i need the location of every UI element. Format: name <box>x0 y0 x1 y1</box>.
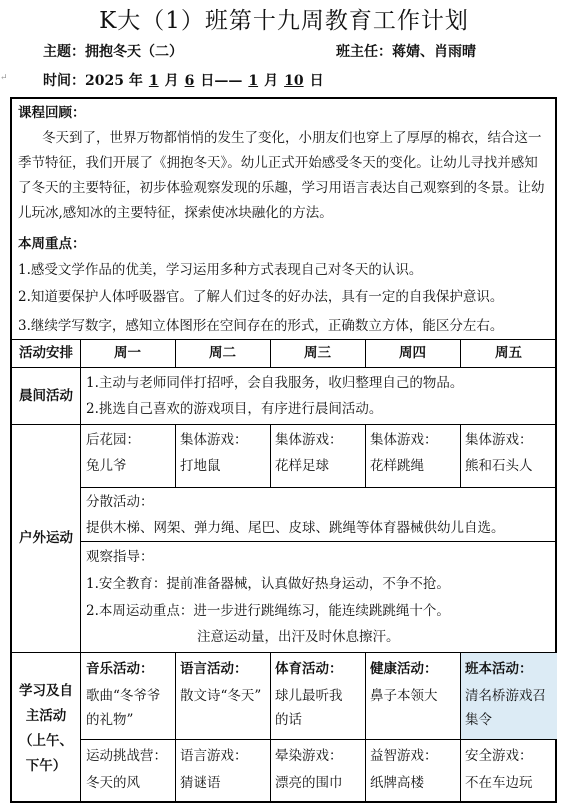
outdoor-game-type: 集体游戏： <box>370 432 438 448</box>
game-name: 冬天的风 <box>86 775 140 791</box>
game-type: 安全游戏： <box>465 748 533 764</box>
learning-label-line: 下午） <box>25 758 67 774</box>
outdoor-game-type: 集体游戏： <box>180 432 248 448</box>
guide-line: 1.安全教育：提前准备器械，认真做好热身运动，不争不抢。 <box>86 576 450 592</box>
learning-activity-line: 集令 <box>465 712 492 728</box>
theme-value: 拥抱冬天（二） <box>85 44 183 60</box>
learning-label <box>12 679 80 779</box>
game-name: 漂亮的围巾 <box>275 775 343 791</box>
end-day: 10 <box>284 73 304 89</box>
learning-activity-line: 歌曲“冬爷爷 <box>86 688 161 704</box>
learning-activity-type: 音乐活动： <box>86 661 154 677</box>
focus-item: 2.知道要保护人体呼吸器官。了解人们过冬的好办法，具有一定的自我保护意识。 <box>18 289 504 305</box>
col-divider <box>270 424 271 487</box>
outdoor-game-type: 集体游戏： <box>275 432 343 448</box>
row-divider <box>12 652 557 653</box>
morning-label: 晨间活动 <box>19 388 73 404</box>
theme-label: 主题： <box>43 44 85 60</box>
outdoor-game-name: 花样跳绳 <box>370 458 424 474</box>
learning-activity-type: 班本活动： <box>465 661 533 677</box>
year: 2025 <box>85 73 124 89</box>
game-name: 不在车边玩 <box>465 775 533 791</box>
theme-line <box>43 41 183 61</box>
day-unit-1: 日 <box>200 73 215 89</box>
col-divider <box>175 424 176 487</box>
time-label: 时间： <box>43 73 85 89</box>
learning-activity-line: 清名桥游戏召 <box>465 688 546 704</box>
page-title: K大（1）班第十九周教育工作计划 <box>99 8 469 34</box>
year-suffix: 年 <box>128 73 143 89</box>
outdoor-game-type: 后花园： <box>86 432 140 448</box>
row-divider <box>80 541 557 542</box>
date-dash: —— <box>214 73 243 89</box>
review-line: 了冬天的主要特征，初步体验观察发现的乐趣，学习用语言表达自己观察到的冬景。让幼 <box>18 180 545 196</box>
learning-activity-type: 健康活动： <box>370 661 438 677</box>
start-month: 1 <box>148 73 159 89</box>
guide-line: 2.本周运动重点：进一步进行跳绳练习，能连续跳跳绳十个。 <box>86 603 450 619</box>
game-name: 猜谜语 <box>180 775 221 791</box>
time-line <box>43 70 324 90</box>
focus-item: 1.感受文学作品的优美，学习运用多种方式表现自己对冬天的认识。 <box>18 262 423 278</box>
game-type: 益智游戏： <box>370 748 438 764</box>
schedule-corner: 活动安排 <box>19 345 73 361</box>
day-header: 周一 <box>114 345 141 361</box>
scattered-text: 提供木梯、网架、弹力绳、尾巴、皮球、跳绳等体育器械供幼儿自选。 <box>86 520 505 536</box>
game-type: 运动挑战营： <box>86 748 167 764</box>
row-divider <box>12 367 557 368</box>
scattered-heading: 分散活动： <box>86 494 154 510</box>
col-divider <box>365 424 366 487</box>
focus-heading: 本周重点： <box>18 236 86 252</box>
outdoor-game-name: 打地鼠 <box>180 458 221 474</box>
learning-label-line: （上午、 <box>19 733 73 749</box>
day-header: 周二 <box>209 345 236 361</box>
outdoor-label: 户外运动 <box>19 530 73 546</box>
day-unit-2: 日 <box>309 73 324 89</box>
review-line: 季节特征，我们开展了《拥抱冬天》。幼儿正式开始感受冬天的变化。让幼儿寻找并感知 <box>18 155 538 171</box>
review-line: 冬天到了，世界万物都悄悄的发生了变化，小朋友们也穿上了厚厚的棉衣，结合这一 <box>42 130 542 146</box>
col-divider <box>460 652 461 803</box>
teacher-line <box>336 41 476 61</box>
start-day: 6 <box>184 73 195 89</box>
col-divider <box>460 424 461 487</box>
morning-line: 1.主动与老师同伴打招呼，会自我服务，收归整理自己的物品。 <box>86 375 464 391</box>
learning-activity-line: 的礼物” <box>86 712 134 728</box>
game-type: 晕染游戏： <box>275 748 343 764</box>
col-divider <box>365 652 366 803</box>
col-divider <box>270 652 271 803</box>
col-divider <box>80 339 81 803</box>
day-header: 周三 <box>304 345 331 361</box>
guide-heading: 观察指导： <box>86 549 154 565</box>
anchor-mark-icon: ↵ <box>0 73 8 83</box>
day-header: 周五 <box>495 345 522 361</box>
end-month: 1 <box>248 73 259 89</box>
morning-line: 2.挑选自己喜欢的游戏项目，有序进行晨间活动。 <box>86 401 383 417</box>
day-header: 周四 <box>399 345 426 361</box>
teacher-label: 班主任： <box>336 44 392 60</box>
outdoor-game-name: 花样足球 <box>275 458 329 474</box>
game-type: 语言游戏： <box>180 748 248 764</box>
focus-item: 3.继续学写数字，感知立体图形在空间存在的形式，正确数立方体，能区分左右。 <box>18 318 504 334</box>
learning-activity-type: 体育活动： <box>275 661 343 677</box>
outdoor-game-name: 兔儿爷 <box>86 458 127 474</box>
row-divider <box>80 739 557 740</box>
teacher-value: 蒋婧、肖雨晴 <box>392 44 476 60</box>
learning-label-line: 学习及自 <box>19 683 73 699</box>
month-unit-1: 月 <box>164 73 179 89</box>
learning-activity-line: 球儿最听我 <box>275 688 343 704</box>
review-heading: 课程回顾： <box>18 105 86 121</box>
learning-label-line: 主活动 <box>25 708 67 724</box>
review-line: 儿玩冰,感知冰的主要特征，探索使冰块融化的方法。 <box>18 205 333 221</box>
learning-activity-line: 散文诗“冬天” <box>180 688 262 704</box>
outdoor-game-name: 熊和石头人 <box>465 458 533 474</box>
row-divider <box>12 424 557 425</box>
month-unit-2: 月 <box>264 73 279 89</box>
plan-table <box>10 97 557 803</box>
learning-activity-line: 的话 <box>275 712 302 728</box>
row-divider <box>12 339 557 340</box>
guide-note: 注意运动量，出汗及时休息擦汗。 <box>197 629 400 645</box>
row-divider <box>80 487 557 488</box>
game-name: 纸牌高楼 <box>370 775 424 791</box>
col-divider <box>175 652 176 803</box>
learning-activity-type: 语言活动： <box>180 661 248 677</box>
learning-activity-line: 鼻子本领大 <box>370 688 438 704</box>
outdoor-game-type: 集体游戏： <box>465 432 533 448</box>
